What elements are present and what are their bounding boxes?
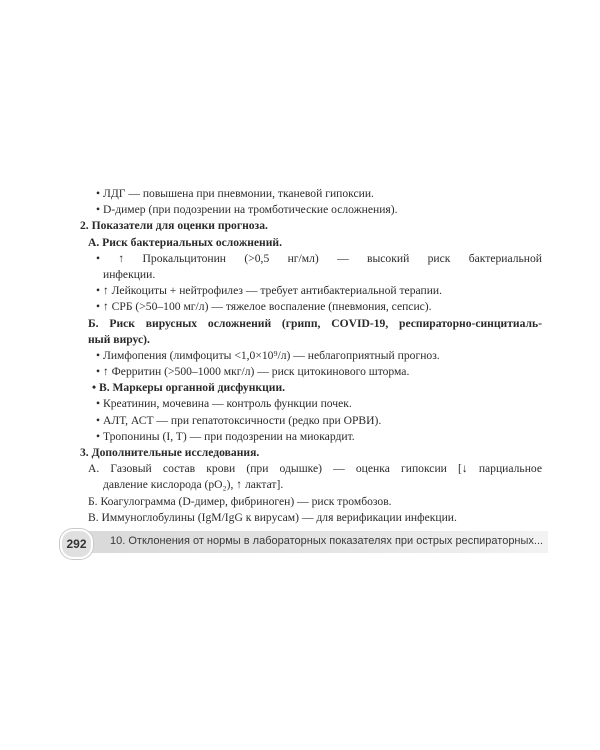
page-number: 292	[60, 529, 93, 559]
running-head: 10. Отклонения от нормы в лабораторных показателях при острых респираторных...	[110, 535, 544, 547]
bullet-ldh: • ЛДГ — повышена при пневмонии, тканевой гипоксии.	[96, 187, 374, 200]
subheading-organ-dysfunction: • В. Маркеры органной дисфункции.	[92, 381, 286, 395]
item-coagulogram: Б. Коагулограмма (D-димер, фибриноген) — риск тромбозов.	[88, 494, 392, 508]
bullet-d-dimer: • D-димер (при подозрении на тромботические осложнения).	[96, 203, 398, 217]
heading-prognosis: 2. Показатели для оценки прогноза.	[80, 219, 268, 233]
bullet-crp: • ↑ СРБ (>50–100 мг/л) — тяжелое воспаление (пневмония, сепсис).	[96, 300, 432, 314]
bullet-alt-ast: • АЛТ, АСТ — при гепатотоксичности (редко при ОРВИ).	[96, 413, 382, 427]
subheading-viral-risk: Б. Риск вирусных осложнений (грипп, COVID-19, респираторно-синцитиаль-	[88, 316, 542, 330]
item-blood-gas-cont: давление кислорода (pO₂), ↑ лактат].	[103, 478, 284, 492]
bullet-ferritin: • ↑ Ферритин (>500–1000 мкг/л) — риск цитокинового шторма.	[96, 365, 410, 379]
page-body	[0, 186, 600, 526]
subheading-bacterial-risk: А. Риск бактериальных осложнений.	[88, 235, 282, 249]
bullet-troponins: • Тропонины (I, T) — при подозрении на миокардит.	[96, 429, 355, 443]
bullet-creatinine: • Креатинин, мочевина — контроль функции почек.	[96, 397, 352, 411]
bullet-procalcitonin: • ↑ Прокальцитонин (>0,5 нг/мл) — высокий риск бактериальной	[96, 251, 542, 265]
bullet-procalcitonin-cont: инфекции.	[103, 267, 156, 281]
subheading-viral-risk-cont: ный вирус).	[88, 332, 150, 346]
item-blood-gas: А. Газовый состав крови (при одышке) — оценка гипоксии [↓ парциальное	[88, 462, 542, 476]
heading-additional-tests: 3. Дополнительные исследования.	[80, 446, 260, 460]
bullet-lymphopenia: • Лимфопения (лимфоциты <1,0×10⁹/л) — неблагоприятный прогноз.	[96, 348, 440, 362]
item-immunoglobulins: В. Иммуноглобулины (IgM/IgG к вирусам) — для верификации инфекции.	[88, 510, 457, 524]
bullet-leukocytes: • ↑ Лейкоциты + нейтрофилез — требует антибактериальной терапии.	[96, 284, 443, 298]
